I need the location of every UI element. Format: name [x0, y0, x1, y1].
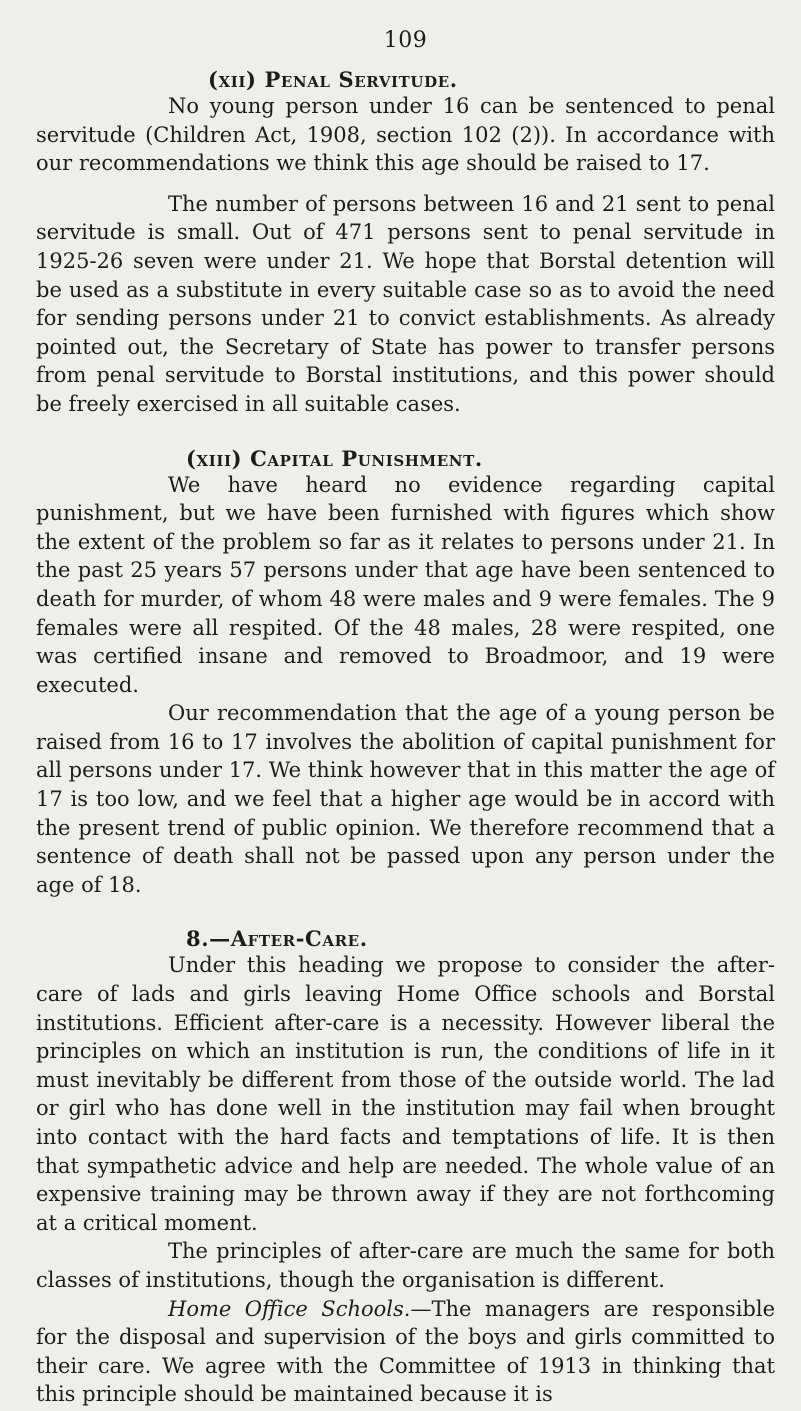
paragraph-capital-1: We have heard no evidence regarding capital punishment, but we have been furnished with figures which show the extent of the problem so far as it relates to persons under 21. In the past 25 years 57 persons under that age have been sentenced to death for murder, of whom 48 were males and 9 were females. The 9 females were all respited. Of the 48 males, 28 were respited, one was certified insane and removed to Broadmoor, and 19 were executed. — [36, 472, 775, 697]
paragraph-aftercare-3 — [36, 1295, 775, 1409]
paragraph-aftercare-3-text: —The managers are responsible for the disposal and supervision of the boys and girls committed to their care. We agree with the Committee of 1913 in thinking that this principle should be maintained because it is — [36, 1296, 775, 1407]
paragraph-penal-1: No young person under 16 can be sentenced to penal servitude (Children Act, 1908, section 102 (2)). In accordance with our recommendations we think this age should be raised to 17. — [36, 94, 775, 176]
section-heading-capital-punishment: (xiii) Capital Punishment. — [186, 445, 483, 471]
subheading-home-office-schools: Home Office Schools. — [168, 1296, 411, 1321]
paragraph-aftercare-1: Under this heading we propose to consider the after-care of lads and girls leaving Home Office schools and Borstal institutions. Efficient after-care is a necessity. However liberal the principles on which an institution is run, the conditions of life in it must inevitably be different from those of the outside world. The lad or girl who has done well in the institution may fail when brought into contact with the hard facts and temptations of life. It is then that sympathetic advice and help are needed. The whole value of an expensive training may be thrown away if they are not forthcoming at a critical moment. — [36, 953, 775, 1235]
section-heading-penal-servitude: (xii) Penal Servitude. — [208, 67, 458, 92]
paragraph-capital-2: Our recommendation that the age of a young person be raised from 16 to 17 involves the abolition of capital punishment for all persons under 17. We think however that in this matter the age of 17 is too low, and we feel that a higher age would be in accord with the present trend of public opinion. We therefore recommend that a sentence of death shall not be passed upon any person under the age of 18. — [36, 701, 775, 897]
section-heading-after-care: 8.—After-Care. — [186, 926, 368, 952]
paragraph-aftercare-2: The principles of after-care are much the same for both classes of institutions, though the organisation is different. — [36, 1239, 775, 1292]
paragraph-penal-2: The number of persons between 16 and 21 sent to penal servitude is small. Out of 471 persons sent to penal servitude in 1925-26 seven were under 21. We hope that Borstal detention will be used as a substitute in every suitable case so as to avoid the need for sending persons under 21 to convict establishments. As already pointed out, the Secretary of State has power to transfer persons from penal servitude to Borstal institutions, and this power should be freely exercised in all suitable cases. — [36, 191, 775, 416]
page-number: 109 — [383, 28, 428, 53]
